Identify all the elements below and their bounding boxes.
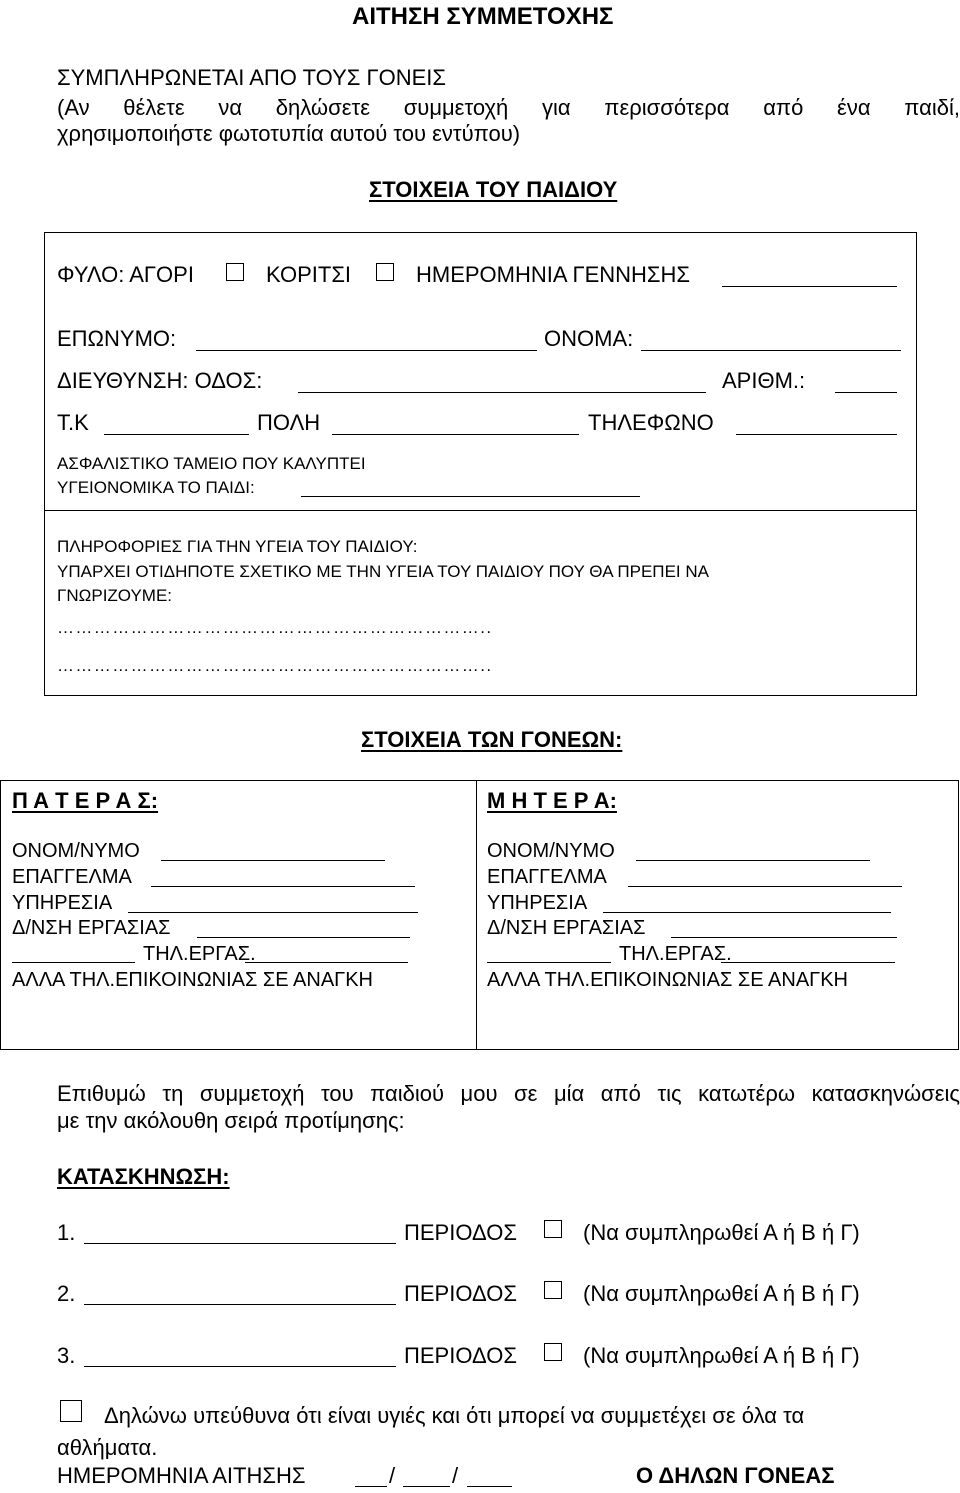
camp-choice-2-number: 2. [57, 1281, 76, 1306]
date-separator-1: / [389, 1463, 396, 1488]
phone-field[interactable] [736, 434, 897, 435]
camp-wish-line-2: με την ακόλουθη σειρά προτίμησης: [57, 1108, 405, 1133]
camp-choice-3-number: 3. [57, 1343, 76, 1368]
camp-wish-line-1: Επιθυμώ τη συμμετοχή του παιδιού μου σε μία από τις κατωτέρω κατασκηνώσεις [57, 1081, 960, 1106]
mother-job-field[interactable] [628, 886, 902, 887]
father-job-label: ΕΠΑΓΓΕΛΜΑ [12, 866, 132, 888]
camp-choice-2-field[interactable] [84, 1304, 396, 1305]
date-month-field[interactable] [403, 1486, 450, 1487]
health-info-dots-1[interactable]: …………………………………………………………….. [57, 618, 493, 637]
father-work-phone-label: ΤΗΛ.ΕΡΓΑΣ. [143, 943, 256, 965]
zip-field[interactable] [104, 434, 249, 435]
mother-name-field[interactable] [636, 860, 870, 861]
city-field[interactable] [332, 434, 579, 435]
declaration-line-2: αθλήματα. [57, 1435, 158, 1460]
father-work-address-label: Δ/ΝΣΗ ΕΡΓΑΣΙΑΣ [12, 917, 171, 939]
city-label: ΠΟΛΗ [257, 410, 321, 435]
camp-choice-2-period-checkbox[interactable] [544, 1281, 562, 1299]
camp-heading: ΚΑΤΑΣΚΗΝΩΣΗ: [57, 1164, 230, 1189]
father-name-label: ΟΝΟΜ/ΝΥΜΟ [12, 840, 140, 862]
mother-work-phone-label: ΤΗΛ.ΕΡΓΑΣ. [619, 943, 732, 965]
father-service-label: ΥΠΗΡΕΣΙΑ [12, 892, 113, 914]
child-box-divider [44, 510, 917, 511]
father-work-address-field-2[interactable] [12, 962, 135, 963]
insurance-field[interactable] [301, 496, 640, 497]
mother-heading: Μ Η Τ Ε Ρ Α: [487, 788, 617, 813]
insurance-label-2: ΥΓΕΙΟΝΟΜΙΚΑ ΤΟ ΠΑΙΔΙ: [57, 478, 255, 497]
camp-choice-3-period-checkbox[interactable] [544, 1343, 562, 1361]
phone-label: ΤΗΛΕΦΩΝΟ [588, 410, 714, 435]
father-job-field[interactable] [151, 886, 415, 887]
camp-choice-1-period-label: ΠΕΡΙΟΔΟΣ [404, 1220, 517, 1245]
name-label: ΟΝΟΜΑ: [544, 326, 634, 351]
camp-choice-2-hint: (Να συμπληρωθεί Α ή Β ή Γ) [583, 1281, 860, 1306]
mother-work-address-field[interactable] [671, 937, 897, 938]
father-heading: Π Α Τ Ε Ρ Α Σ: [12, 788, 159, 813]
intro-line-3: χρησιμοποιήστε φωτοτυπία αυτού του εντύπου) [57, 121, 521, 146]
street-field[interactable] [298, 392, 706, 393]
father-service-field[interactable] [128, 912, 418, 913]
parents-table [0, 780, 959, 1050]
name-field[interactable] [641, 350, 901, 351]
father-work-phone-field[interactable] [245, 962, 408, 963]
surname-field[interactable] [196, 350, 537, 351]
father-name-field[interactable] [161, 860, 385, 861]
father-other-phone-label: ΑΛΛΑ ΤΗΛ.ΕΠΙΚΟΙΝΩΝΙΑΣ ΣΕ ΑΝΑΓΚΗ [12, 969, 373, 991]
gender-label: ΦΥΛΟ: ΑΓΟΡΙ [57, 262, 194, 287]
address-label: ΔΙΕΥΘΥΝΣΗ: ΟΔΟΣ: [57, 368, 263, 393]
mother-service-field[interactable] [603, 912, 891, 913]
camp-choice-3-period-label: ΠΕΡΙΟΔΟΣ [404, 1343, 517, 1368]
mother-other-phone-label: ΑΛΛΑ ΤΗΛ.ΕΠΙΚΟΙΝΩΝΙΑΣ ΣΕ ΑΝΑΓΚΗ [487, 969, 848, 991]
camp-choice-1-period-checkbox[interactable] [544, 1220, 562, 1238]
child-section-heading: ΣΤΟΙΧΕΙΑ ΤΟΥ ΠΑΙΔΙΟΥ [369, 177, 618, 202]
mother-work-phone-field[interactable] [721, 962, 895, 963]
girl-checkbox[interactable] [376, 263, 394, 281]
birthdate-label: ΗΜΕΡΟΜΗΝΙΑ ΓΕΝΝΗΣΗΣ [416, 262, 691, 287]
camp-choice-2-period-label: ΠΕΡΙΟΔΟΣ [404, 1281, 517, 1306]
father-work-address-field[interactable] [197, 937, 410, 938]
application-date-label: ΗΜΕΡΟΜΗΝΙΑ ΑΙΤΗΣΗΣ [57, 1463, 306, 1488]
girl-label: ΚΟΡΙΤΣΙ [266, 262, 352, 287]
health-info-label-3: ΓΝΩΡΙΖΟΥΜΕ: [57, 586, 173, 605]
camp-choice-1-hint: (Να συμπληρωθεί Α ή Β ή Γ) [583, 1220, 860, 1245]
mother-work-address-label: Δ/ΝΣΗ ΕΡΓΑΣΙΑΣ [487, 917, 646, 939]
camp-choice-3-field[interactable] [84, 1366, 396, 1367]
date-day-field[interactable] [355, 1486, 387, 1487]
health-info-dots-2[interactable]: …………………………………………………………….. [57, 656, 493, 675]
declaring-parent-signature: Ο ΔΗΛΩΝ ΓΟΝΕΑΣ [636, 1463, 835, 1488]
camp-choice-1-field[interactable] [84, 1243, 396, 1244]
mother-name-label: ΟΝΟΜ/ΝΥΜΟ [487, 840, 615, 862]
date-separator-2: / [452, 1463, 459, 1488]
surname-label: ΕΠΩΝΥΜΟ: [57, 326, 177, 351]
camp-choice-3-hint: (Να συμπληρωθεί Α ή Β ή Γ) [583, 1343, 860, 1368]
parents-section-heading: ΣΤΟΙΧΕΙΑ ΤΩΝ ΓΟΝΕΩΝ: [361, 727, 623, 752]
declaration-checkbox[interactable] [60, 1400, 82, 1422]
number-label: ΑΡΙΘΜ.: [722, 368, 806, 393]
birthdate-field[interactable] [722, 286, 897, 287]
health-info-label-1: ΠΛΗΡΟΦΟΡΙΕΣ ΓΙΑ ΤΗΝ ΥΓΕΙΑ ΤΟΥ ΠΑΙΔΙΟΥ: [57, 537, 418, 556]
mother-work-address-field-2[interactable] [487, 962, 611, 963]
health-info-label-2: ΥΠΑΡΧΕΙ ΟΤΙΔΗΠΟΤΕ ΣΧΕΤΙΚΟ ΜΕ ΤΗΝ ΥΓΕΙΑ ΤΟΥ ΠΑΙΔΙΟΥ ΠΟΥ ΘΑ ΠΡΕΠΕΙ ΝΑ [57, 562, 709, 581]
number-field[interactable] [835, 392, 897, 393]
boy-checkbox[interactable] [226, 263, 244, 281]
mother-job-label: ΕΠΑΓΓΕΛΜΑ [487, 866, 607, 888]
declaration-line-1: Δηλώνω υπεύθυνα ότι είναι υγιές και ότι μπορεί να συμμετέχει σε όλα τα [104, 1403, 805, 1428]
intro-line-1: ΣΥΜΠΛΗΡΩΝΕΤΑΙ ΑΠΟ ΤΟΥΣ ΓΟΝΕΙΣ [57, 65, 446, 90]
mother-service-label: ΥΠΗΡΕΣΙΑ [487, 892, 588, 914]
camp-choice-1-number: 1. [57, 1220, 76, 1245]
insurance-label-1: ΑΣΦΑΛΙΣΤΙΚΟ ΤΑΜΕΙΟ ΠΟΥ ΚΑΛΥΠΤΕΙ [57, 454, 366, 473]
page-title: ΑΙΤΗΣΗ ΣΥΜΜΕΤΟΧΗΣ [352, 3, 614, 30]
date-year-field[interactable] [467, 1486, 512, 1487]
zip-label: Τ.Κ [57, 410, 89, 435]
intro-line-2: (Αν θέλετε να δηλώσετε συμμετοχή για περισσότερα από ένα παιδί, [57, 95, 960, 120]
parents-table-divider [476, 780, 477, 1050]
